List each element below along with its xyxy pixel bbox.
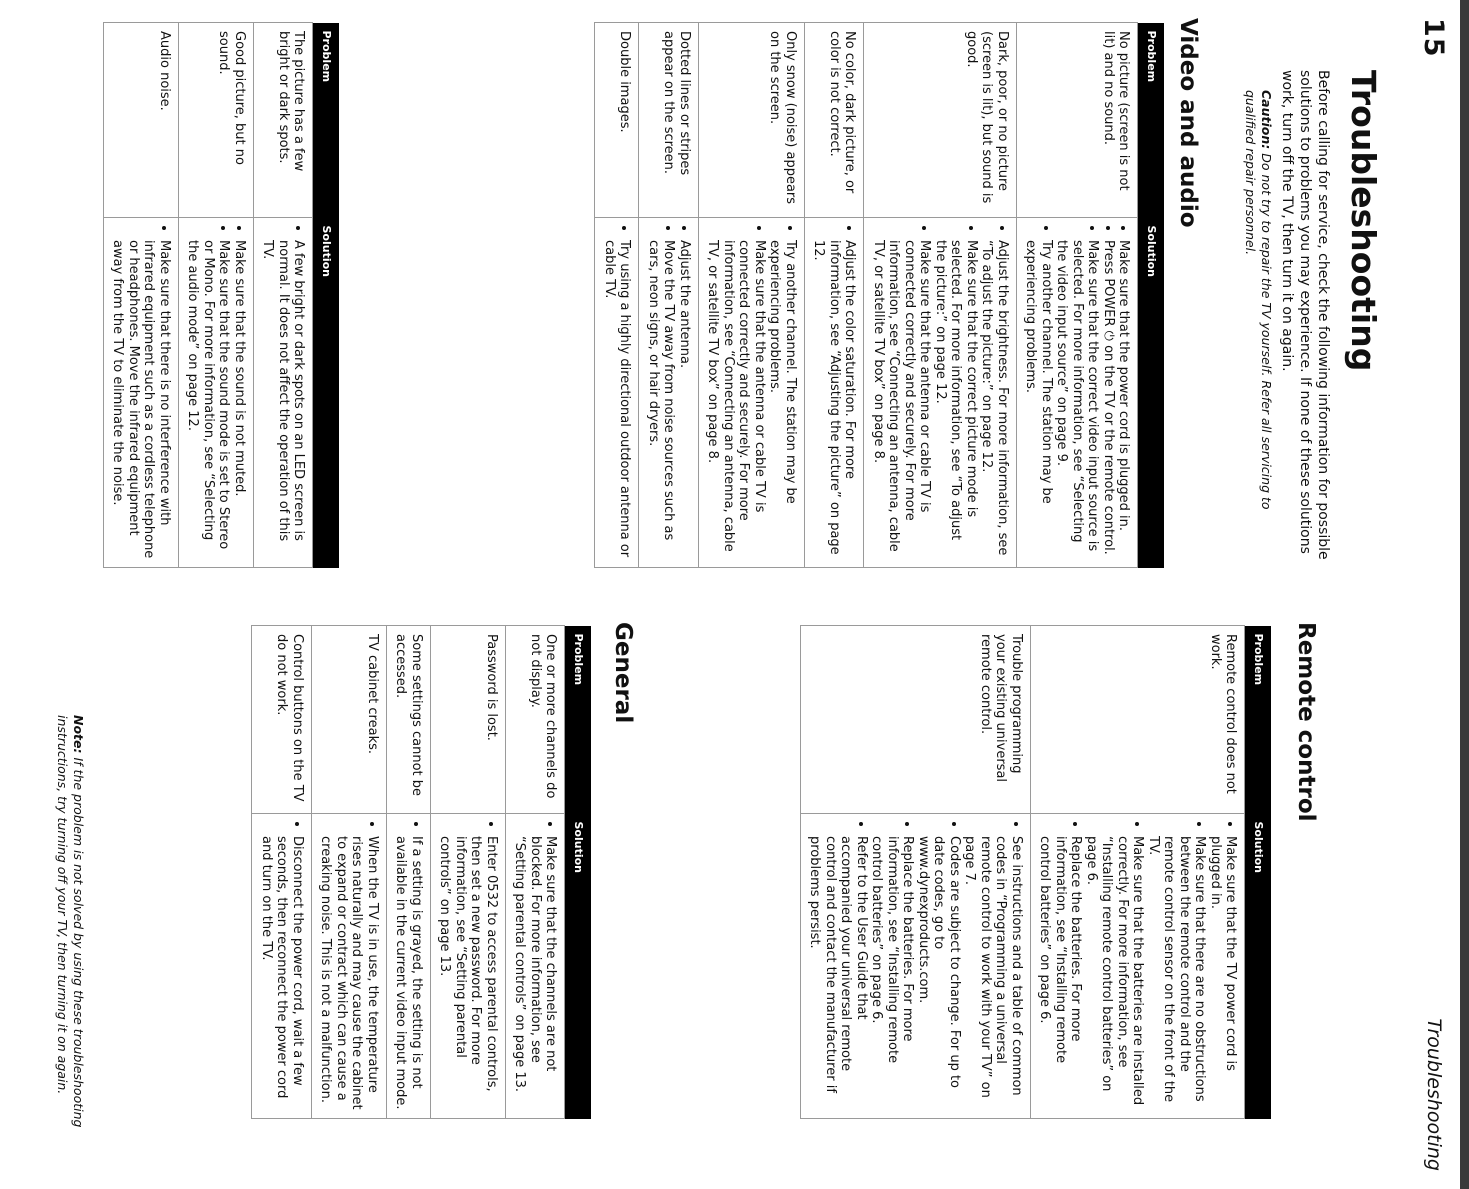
solution-list	[811, 226, 858, 559]
problem-cell: Control buttons on the TV do not work.	[252, 626, 312, 814]
problem-cell: The picture has a few bright or dark spots.	[254, 23, 314, 218]
solution-cell	[179, 218, 254, 568]
video-audio-table	[595, 22, 1165, 568]
table-row	[252, 626, 312, 1119]
troubleshooting-note	[54, 715, 86, 1135]
solution-cell	[387, 814, 431, 1119]
table-row	[1017, 23, 1139, 568]
solution-cell	[254, 218, 314, 568]
solution-item: • Adjust the brightness. For more information, see “To adjust the picture:” on page 12.	[979, 240, 1010, 559]
table-row	[312, 626, 387, 1119]
solution-item: • Replace the batteries. For more information, see “Installing remote control batteries” on page 6.	[869, 836, 916, 1110]
table-row	[104, 23, 179, 568]
solution-list	[512, 822, 559, 1110]
caution-note	[1242, 90, 1274, 530]
solution-item: • Make sure that the sound is not muted.	[232, 240, 248, 559]
table-row	[639, 23, 699, 568]
solution-item: • Adjust the antenna.	[677, 240, 693, 559]
solution-item: • Make sure that the antenna or cable TV is connected correctly and securely. For more information, see “Connecting an antenna, cable TV, or satellite TV box” on page 8.	[871, 240, 933, 559]
solution-list	[1023, 226, 1132, 559]
solution-cell	[639, 218, 699, 568]
solution-list	[602, 226, 633, 559]
solution-item: • Try using a highly directional outdoor antenna or cable TV.	[602, 240, 633, 559]
solution-header: Solution	[313, 218, 339, 568]
caution-text: Do not try to repair the TV yourself. Refer all servicing to qualified repair personnel.	[1243, 90, 1274, 510]
solution-item: • Replace the batteries. For more information, see “Installing remote control batteries” on page 6.	[1037, 836, 1084, 1110]
solution-header: Solution	[1245, 814, 1271, 1119]
solution-item: • Make sure that the sound mode is set to Stereo or Mono. For more information, see “Selecting the audio mode” on page 12.	[185, 240, 232, 559]
problem-cell: Dotted lines or stripes appear on the screen.	[639, 23, 699, 218]
solution-item: • Try another channel. The station may be experiencing problems.	[1023, 240, 1054, 559]
page-number: 15	[1418, 18, 1449, 58]
solution-header: Solution	[1138, 218, 1164, 568]
solution-item: • Make sure that the batteries are installed correctly. For more information, see “Installing remote control batteries” on page 6.	[1084, 836, 1146, 1110]
problem-header: Problem	[1138, 23, 1164, 218]
page-title: Troubleshooting	[1344, 70, 1383, 372]
table-row	[431, 626, 506, 1119]
solution-list	[646, 226, 693, 559]
solution-cell	[104, 218, 179, 568]
remote-control-table	[800, 625, 1271, 1119]
solution-item: • Make sure that the correct video input source is selected. For more information, see “Selecting the video input source” on page 9.	[1054, 240, 1101, 559]
solution-item: • Make sure that the correct picture mode is selected. For more information, see “To adjust the picture:” on page 12.	[933, 240, 980, 559]
table-row	[595, 23, 639, 568]
solution-item: • Make sure that the channels are not blocked. For more information, see “Setting parental controls” on page 13.	[512, 836, 559, 1110]
header-rule	[1460, 0, 1469, 1189]
problem-header: Problem	[313, 23, 339, 218]
solution-cell	[506, 814, 566, 1119]
video-audio-heading: Video and audio	[1175, 18, 1201, 228]
table-row	[254, 23, 314, 568]
solution-cell	[1031, 814, 1246, 1119]
table-row	[179, 23, 254, 568]
table-row	[387, 626, 431, 1119]
problem-cell: Some settings cannot be accessed.	[387, 626, 431, 814]
table-row	[805, 23, 865, 568]
video-audio-table-continued	[103, 22, 339, 568]
solution-list	[393, 822, 424, 1110]
problem-cell: Trouble programming your existing universal remote control.	[801, 626, 1031, 814]
solution-cell	[431, 814, 506, 1119]
solution-list	[185, 226, 247, 559]
solution-item: • Move the TV away from noise sources such as cars, neon signs, or hair dryers.	[646, 240, 677, 559]
problem-cell: Password is lost.	[431, 626, 506, 814]
solution-item: • Codes are subject to change. For up to date codes, go to www.dynexproducts.com.	[916, 836, 963, 1110]
solution-item: • Make sure that the antenna or cable TV is connected correctly and securely. For more information, see “Connecting an antenna, cable TV, or satellite TV box” on page 8.	[705, 240, 767, 559]
note-text: If the problem is not solved by using these troubleshooting instructions, try turning off your TV, then turning it on again.	[55, 715, 86, 1128]
solution-item: • Adjust the color saturation. For more information, see “Adjusting the picture” on page 12.	[811, 240, 858, 559]
solution-item: • Make sure that there is no interference with infrared equipment such as a cordless telephone or headphones. Move the infrared equipment away from the TV to eliminate the noise.	[110, 240, 172, 559]
solution-list	[705, 226, 798, 559]
solution-item: • Make sure that there are no obstructions between the remote control and the remote control sensor on the front of the TV.	[1146, 836, 1208, 1110]
problem-cell: Good picture, but no sound.	[179, 23, 254, 218]
solution-header: Solution	[565, 814, 591, 1119]
solution-list	[318, 822, 380, 1110]
solution-item: • Refer to the User Guide that accompanied your universal remote control and contact the manufacturer if problems persist.	[807, 836, 869, 1110]
problem-cell: Remote control does not work.	[1031, 626, 1246, 814]
general-heading: General	[610, 622, 636, 724]
solution-cell	[699, 218, 805, 568]
solution-item: • Try another channel. The station may be experiencing problems.	[767, 240, 798, 559]
solution-item: • Make sure that the power cord is plugged in.	[1116, 240, 1132, 559]
solution-item: • A few bright or dark spots on an LED screen is normal. It does not affect the operation of this TV.	[260, 240, 307, 559]
solution-item: • See instructions and a table of common codes in “Programming a universal remote control to work with your TV” on page 7.	[962, 836, 1024, 1110]
table-row	[506, 626, 566, 1119]
solution-list	[259, 822, 306, 1110]
solution-list	[871, 226, 1011, 559]
note-label: Note:	[71, 715, 86, 754]
solution-list	[807, 822, 1024, 1110]
solution-item: • Press POWER ⏻ on the TV or the remote control.	[1101, 240, 1117, 559]
solution-item: • When the TV is in use, the temperature rises naturally and may cause the cabinet to expand or contract which can cause a creaking noise. This is not a malfunction.	[318, 836, 380, 1110]
problem-cell: Double images.	[595, 23, 639, 218]
table-row	[699, 23, 805, 568]
table-row	[1031, 626, 1246, 1119]
problem-cell: Only snow (noise) appears on the screen.	[699, 23, 805, 218]
solution-list	[1037, 822, 1239, 1110]
problem-cell: No color, dark picture, or color is not correct.	[805, 23, 865, 218]
problem-cell: TV cabinet creaks.	[312, 626, 387, 814]
solution-item: • If a setting is grayed, the setting is not available in the current video input mode.	[393, 836, 424, 1110]
solution-cell	[595, 218, 639, 568]
solution-item: • Disconnect the power cord, wait a few seconds, then reconnect the power cord and turn on the TV.	[259, 836, 306, 1110]
remote-control-heading: Remote control	[1293, 622, 1319, 822]
table-row	[864, 23, 1017, 568]
solution-item: • Enter 0532 to access parental controls, then set a new password. For more information, see “Setting parental controls” on page 13.	[437, 836, 499, 1110]
table-row	[801, 626, 1031, 1119]
general-table	[252, 625, 592, 1119]
solution-cell	[252, 814, 312, 1119]
problem-header: Problem	[565, 626, 591, 814]
solution-cell	[805, 218, 865, 568]
solution-list	[260, 226, 307, 559]
problem-cell: No picture (screen is not lit) and no sound.	[1017, 23, 1139, 218]
intro-paragraph: Before calling for service, check the following information for possible solutions to problems you may experience. If none of these solutions work, turn off the TV, then turn it on again.	[1279, 70, 1331, 560]
solution-list	[437, 822, 499, 1110]
solution-list	[110, 226, 172, 559]
problem-cell: One or more channels do not display.	[506, 626, 566, 814]
problem-header: Problem	[1245, 626, 1271, 814]
problem-cell: Dark, poor, or no picture (screen is lit), but sound is good.	[864, 23, 1017, 218]
solution-cell	[1017, 218, 1139, 568]
solution-cell	[312, 814, 387, 1119]
caution-label: Caution:	[1259, 90, 1274, 150]
solution-cell	[801, 814, 1031, 1119]
problem-cell: Audio noise.	[104, 23, 179, 218]
solution-cell	[864, 218, 1017, 568]
solution-item: • Make sure that the TV power cord is plugged in.	[1208, 836, 1239, 1110]
running-head: Troubleshooting	[1423, 1018, 1445, 1171]
